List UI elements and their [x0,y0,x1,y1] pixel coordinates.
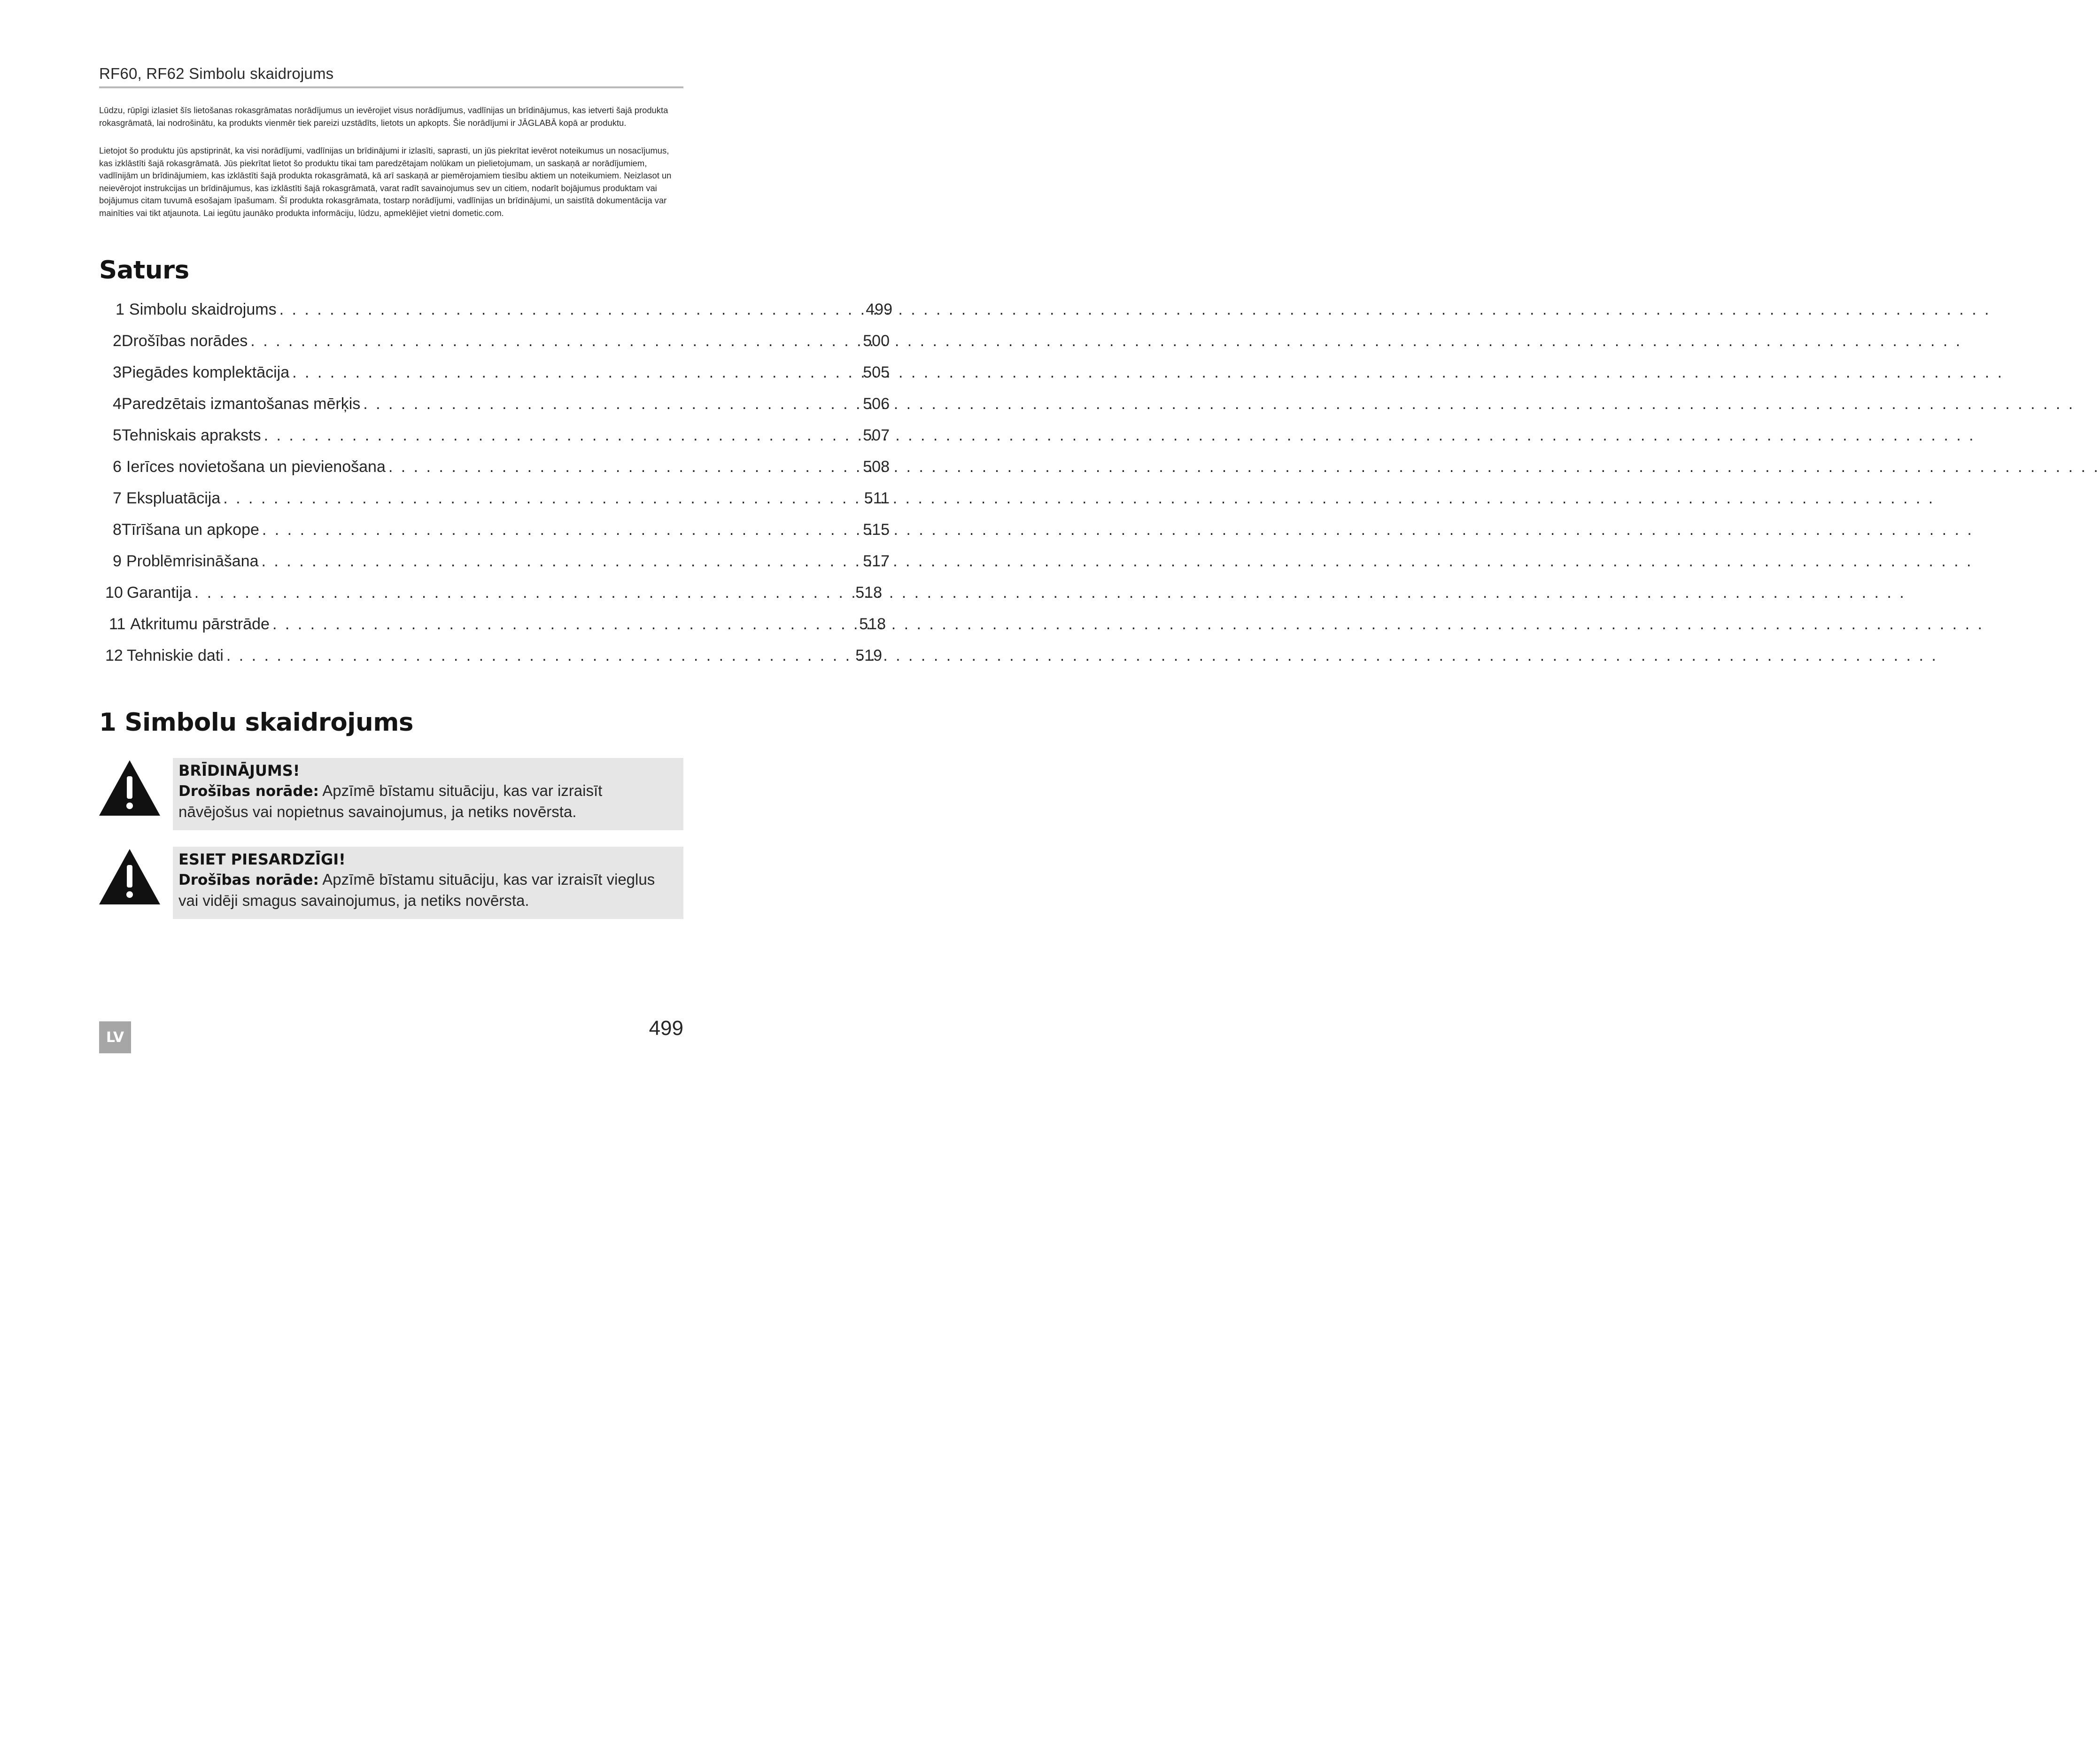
toc-entry-number: 8 [113,521,122,539]
intro-paragraph: Lietojot šo produktu jūs apstiprināt, ka visi norādījumi, vadlīnijas un brīdinājumi ir izlasīti, saprasti, un jūs piekrītat ievērot noteikumus un nosacījumus, kas izklāstīti šajā rokasgrāmatā. Jūs piekrītat lietot šo produktu tikai tam paredzētajam nolūkam un pielietojumam, un saskaņā ar norādījumiem, vadlīnijām un brīdinājumiem, kas izklāstīti šajā produkta rokasgrāmatā, kā arī saskaņā ar piemērojamiem tiesību aktiem un noteikumiem. Neizlasot un neievērojot instrukcijas un brīdinājumus, kas izklāstīti šajā rokasgrāmatā, varat radīt savainojumus sev un citiem, nodarīt bojājumus produktam vai bojājumus citam tuvumā esošajam īpašumam. Šī produkta rokasgrāmata, tostarp norādījumi, vadlīnijas un brīdinājumi, un saistītā dokumentācija var mainīties vai tikt atjaunota. Lai iegūtu jaunāko produkta informāciju, lūdzu, apmeklējiet vietni dometic.com. [99,146,672,218]
warning-description: Apzīmē bīstamu situāciju, kas var izraisīt nāvējošus vai nopietnus savainojumus, ja netiks novērsta. [178,782,603,820]
toc-entry[interactable] [113,426,890,445]
toc-entry-number: 4 [113,395,122,413]
toc-entry-page: 518 [855,584,882,602]
toc-entry-title: Ekspluatācija [126,489,221,507]
warning-text [178,780,675,822]
toc-entry-number: 3 [113,363,122,381]
toc-entry-page: 511 [864,489,890,507]
toc-entry-page: 515 [863,521,890,539]
toc-heading: Saturs [99,256,189,285]
toc-entry[interactable] [113,489,890,508]
toc-entry-title: Tīrīšana un apkope [121,521,259,539]
warning-box [173,758,683,830]
caution-text [178,869,675,911]
toc-entry-page: 519 [855,647,882,664]
warning-triangle-icon [99,849,160,904]
toc-entry-number: 9 [113,552,122,570]
toc-entry[interactable] [105,647,882,665]
toc-entry[interactable] [113,395,890,413]
toc-entry[interactable] [113,521,890,539]
toc-entry-number: 5 [113,426,122,444]
toc-entry-page: 518 [859,615,886,633]
toc-entry-title: Problēmrisināšana [126,552,259,570]
toc-entry-number: 10 [105,584,123,602]
toc-entry-number: 1 [116,301,124,318]
toc-entry-title: Ierīces novietošana un pievienošana [126,458,386,476]
toc-entry[interactable] [113,552,890,571]
toc-entry-title: Piegādes komplektācija [121,363,290,381]
warning-lead: Drošības norāde: [178,783,319,800]
table-of-contents [0,0,892,681]
warning-triangle-icon [99,760,160,816]
warning-title: BRĪDINĀJUMS! [178,762,300,780]
page-number: 499 [649,1017,683,1040]
toc-entry-page: 508 [863,458,890,476]
toc-entry-title: Tehniskais apraksts [121,426,261,444]
toc-entry-page: 499 [866,301,892,318]
toc-entry-number: 6 [113,458,122,476]
toc-entry-title: Garantija [126,584,192,602]
toc-entry-number: 2 [113,332,122,350]
toc-entry-number: 12 [105,647,123,664]
manual-page [0,0,892,1098]
toc-entry-title: Tehniskie dati [126,647,224,664]
toc-entry-page: 506 [863,395,890,413]
toc-entry[interactable] [113,458,890,476]
section-heading: 1 Simbolu skaidrojums [99,708,413,737]
toc-entry-page: 507 [863,426,890,444]
toc-entry-title: Simbolu skaidrojums [129,301,277,318]
caution-box [173,847,683,919]
toc-entry-title: Paredzētais izmantošanas mērķis [121,395,361,413]
toc-entry-page: 500 [863,332,890,350]
toc-entry-title: Drošības norādes [121,332,248,350]
caution-title: ESIET PIESARDZĪGI! [178,850,346,868]
toc-entry-title: Atkritumu pārstrāde [130,615,270,633]
toc-entry-page: 517 [863,552,890,570]
intro-paragraph: Lūdzu, rūpīgi izlasiet šīs lietošanas rokasgrāmatas norādījumus un ievērojiet visus norādījumus, vadlīnijas un brīdinājumus, kas ietverti šajā produkta rokasgrāmatā, lai nodrošinātu, ka produkts vienmēr tiek pareizi uzstādīts, lietots un apkopts. Šie norādījumi ir JĀGLABĀ kopā ar produktu. [99,105,668,128]
caution-description: Apzīmē bīstamu situāciju, kas var izraisīt vieglus vai vidēji smagus savainojumus, ja netiks novērsta. [178,871,655,909]
toc-entry[interactable] [116,301,892,319]
toc-entry-number: 7 [113,489,122,507]
language-badge: LV [99,1021,131,1053]
toc-entry[interactable] [113,332,890,350]
toc-entry-number: 11 [109,615,126,633]
toc-entry[interactable] [113,363,890,382]
toc-entry[interactable] [109,615,886,633]
toc-entry-page: 505 [863,363,890,381]
caution-lead: Drošības norāde: [178,872,319,888]
running-header: RF60, RF62 Simbolu skaidrojums [99,65,334,82]
toc-entry[interactable] [105,584,882,602]
